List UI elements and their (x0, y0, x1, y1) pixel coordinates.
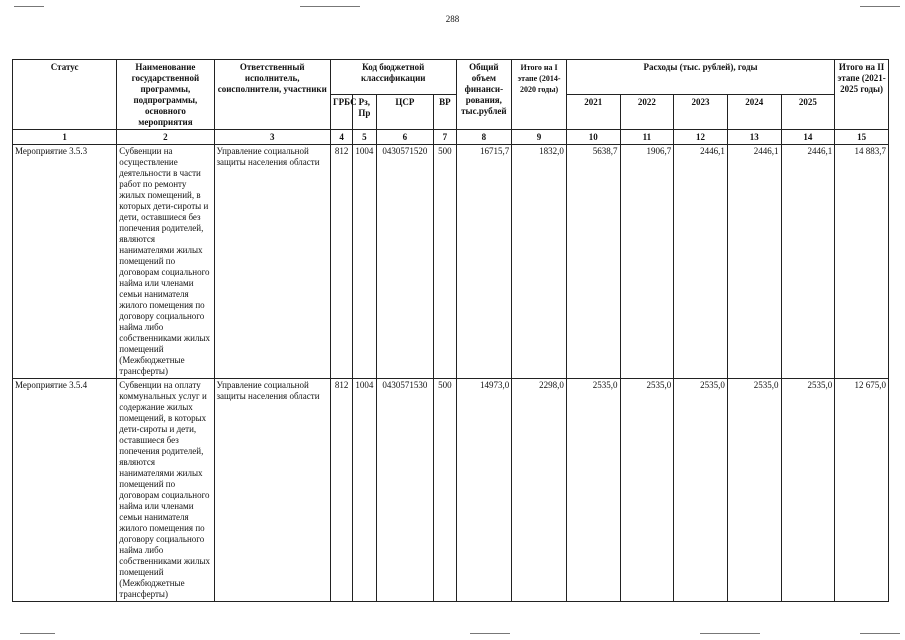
row-stage1: 1832,0 (512, 145, 567, 379)
header-grbs: ГРБС (330, 95, 352, 130)
row-2024: 2535,0 (727, 379, 781, 602)
header-status: Статус (13, 60, 117, 130)
row-2025: 2535,0 (781, 379, 835, 602)
row-grbs: 812 (330, 145, 352, 379)
scan-artifact-line (300, 6, 360, 7)
row-2024: 2446,1 (727, 145, 781, 379)
column-number: 15 (835, 130, 889, 145)
table-row (13, 379, 889, 602)
row-rzpr: 1004 (353, 145, 376, 379)
table-row (13, 145, 889, 379)
row-vr: 500 (434, 145, 456, 379)
header-program-name: Наименование государственной программы, подпрограммы, основного мероприятия (117, 60, 214, 130)
header-responsible: Ответственный исполнитель, соисполнители, участники (214, 60, 330, 130)
header-total-volume: Общий объем финанси-рования, тыс.рублей (456, 60, 512, 130)
scan-artifact-line (700, 633, 760, 634)
header-year-2022: 2022 (620, 95, 674, 130)
row-2022: 2535,0 (620, 379, 674, 602)
scan-artifact-line (860, 633, 900, 634)
row-2025: 2446,1 (781, 145, 835, 379)
column-number: 12 (674, 130, 728, 145)
column-number: 5 (353, 130, 376, 145)
row-2023: 2446,1 (674, 145, 728, 379)
column-number: 7 (434, 130, 456, 145)
row-csr: 0430571530 (376, 379, 434, 602)
header-vr: ВР (434, 95, 456, 130)
budget-table (12, 59, 889, 602)
row-vr: 500 (434, 379, 456, 602)
row-status: Мероприятие 3.5.4 (13, 379, 117, 602)
row-program-name: Субвенции на оплату коммунальных услуг и содержание жилых помещений, в которых дети-сироты и дети, оставшиеся без попечения родителей, являются нанимателями жилых помещений по договорам социального найма или членами семьи нанимателя жилого помещения по договору социального найма либо собственниками жилых помещений (Межбюджетные трансферты) (117, 379, 214, 602)
scan-artifact-line (470, 633, 510, 634)
row-rzpr: 1004 (353, 379, 376, 602)
column-number: 6 (376, 130, 434, 145)
header-stage1-total: Итого на I этапе (2014-2020 годы) (512, 60, 567, 130)
header-csr: ЦСР (376, 95, 434, 130)
scan-artifact-line (20, 633, 55, 634)
row-stage2: 12 675,0 (835, 379, 889, 602)
row-2022: 1906,7 (620, 145, 674, 379)
header-rzpr: Рз, Пр (353, 95, 376, 130)
scan-artifact-line (860, 6, 900, 7)
header-year-2024: 2024 (727, 95, 781, 130)
header-year-2021: 2021 (566, 95, 620, 130)
header-year-2023: 2023 (674, 95, 728, 130)
header-expenses: Расходы (тыс. рублей), годы (566, 60, 834, 95)
row-total: 16715,7 (456, 145, 512, 379)
column-number: 10 (566, 130, 620, 145)
column-number: 4 (330, 130, 352, 145)
row-responsible: Управление социальной защиты населения области (214, 145, 330, 379)
row-stage1: 2298,0 (512, 379, 567, 602)
row-csr: 0430571520 (376, 145, 434, 379)
row-grbs: 812 (330, 379, 352, 602)
row-2021: 2535,0 (566, 379, 620, 602)
row-stage2: 14 883,7 (835, 145, 889, 379)
column-number: 8 (456, 130, 512, 145)
row-total: 14973,0 (456, 379, 512, 602)
row-2021: 5638,7 (566, 145, 620, 379)
row-responsible: Управление социальной защиты населения области (214, 379, 330, 602)
column-number: 11 (620, 130, 674, 145)
column-number: 14 (781, 130, 835, 145)
page-number: 288 (445, 14, 460, 24)
row-program-name: Субвенции на осуществление деятельности в части работ по ремонту жилых помещений, в которых дети-сироты и дети, оставшиеся без попечения родителей, являются нанимателями жилых помещений по договорам социального найма или членами семьи нанимателя жилого помещения по договору социального найма либо собственниками жилых помещений (Межбюджетные трансферты) (117, 145, 214, 379)
column-number: 9 (512, 130, 567, 145)
row-2023: 2535,0 (674, 379, 728, 602)
header-budget-code: Код бюджетной классификации (330, 60, 456, 95)
row-status: Мероприятие 3.5.3 (13, 145, 117, 379)
column-number: 2 (117, 130, 214, 145)
header-stage2-total: Итого на II этапе (2021-2025 годы) (835, 60, 889, 130)
scan-artifact-line (14, 6, 44, 7)
column-number: 13 (727, 130, 781, 145)
header-year-2025: 2025 (781, 95, 835, 130)
column-number: 3 (214, 130, 330, 145)
column-number: 1 (13, 130, 117, 145)
